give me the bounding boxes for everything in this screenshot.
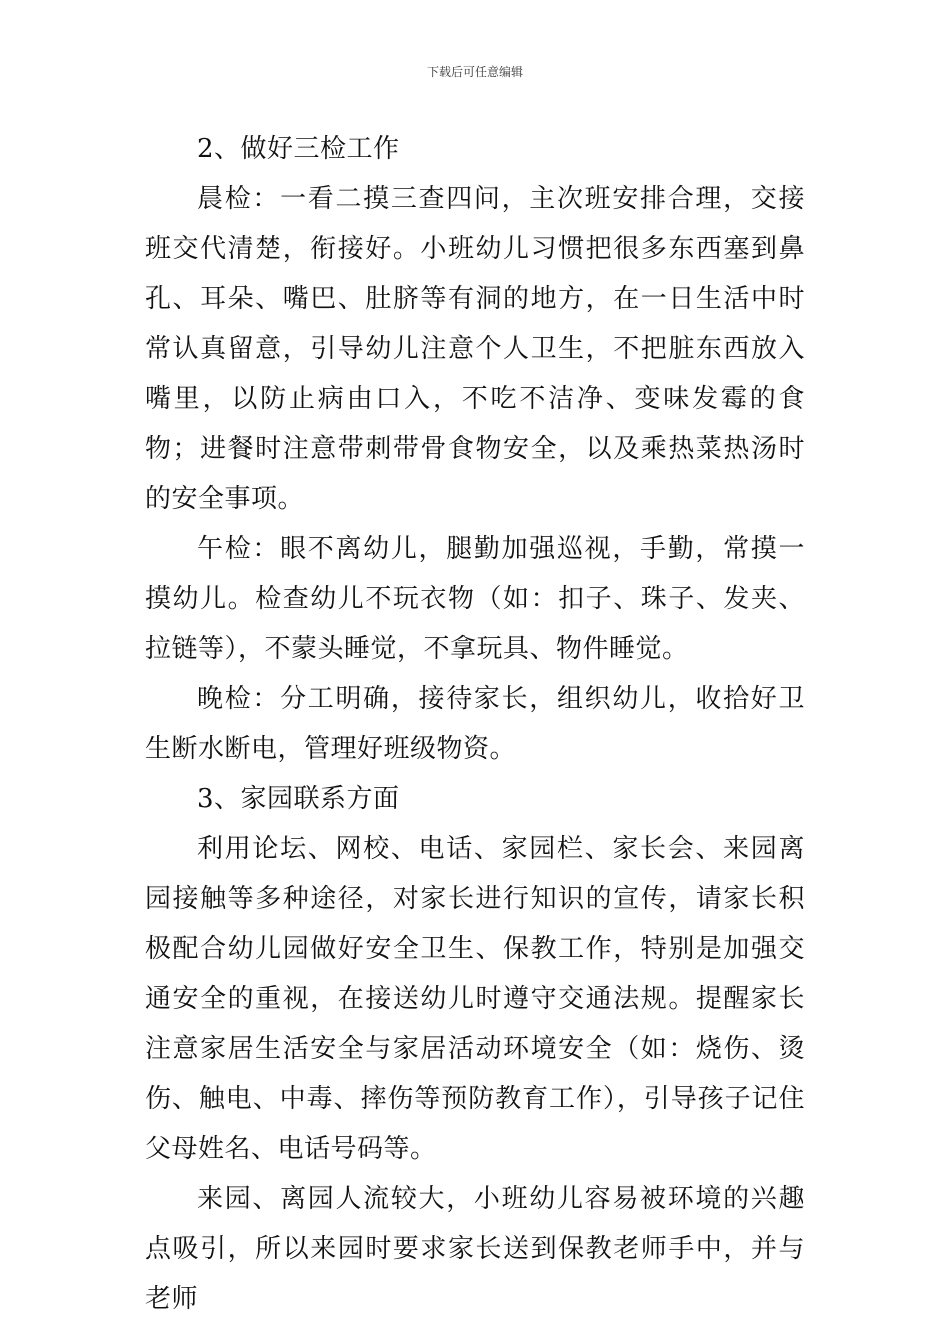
page-header-note: 下载后可任意编辑 bbox=[426, 65, 523, 79]
paragraph-noon-check: 午检：眼不离幼儿，腿勤加强巡视，手勤，常摸一摸幼儿。检查幼儿不玩衣物（如：扣子、珠子、发夹、拉链等），不蒙头睡觉，不拿玩具、物件睡觉。 bbox=[145, 534, 805, 664]
section-heading-home-school: 3、家园联系方面 bbox=[197, 784, 400, 814]
document-body bbox=[145, 124, 805, 1324]
paragraph-arrival-departure: 来园、离园人流较大，小班幼儿容易被环境的兴趣点吸引，所以来园时要求家长送到保教老师手中，并与老师 bbox=[145, 1184, 805, 1314]
paragraph-home-school-contact: 利用论坛、网校、电话、家园栏、家长会、来园离园接触等多种途径，对家长进行知识的宣传，请家长积极配合幼儿园做好安全卫生、保教工作，特别是加强交通安全的重视，在接送幼儿时遵守交通法规。提醒家长注意家居生活安全与家居活动环境安全（如：烧伤、烫伤、触电、中毒、摔伤等预防教育工作），引导孩子记住父母姓名、电话号码等。 bbox=[145, 834, 805, 1164]
paragraph-morning-check: 晨检：一看二摸三查四问，主次班安排合理，交接班交代清楚，衔接好。小班幼儿习惯把很多东西塞到鼻孔、耳朵、嘴巴、肚脐等有洞的地方，在一日生活中时常认真留意，引导幼儿注意个人卫生，不把脏东西放入嘴里，以防止病由口入，不吃不洁净、变味发霉的食物；进餐时注意带刺带骨食物安全，以及乘热菜热汤时的安全事项。 bbox=[145, 184, 805, 514]
paragraph-evening-check: 晚检：分工明确，接待家长，组织幼儿，收拾好卫生断水断电，管理好班级物资。 bbox=[145, 684, 805, 764]
section-heading-three-checks: 2、做好三检工作 bbox=[197, 134, 400, 164]
